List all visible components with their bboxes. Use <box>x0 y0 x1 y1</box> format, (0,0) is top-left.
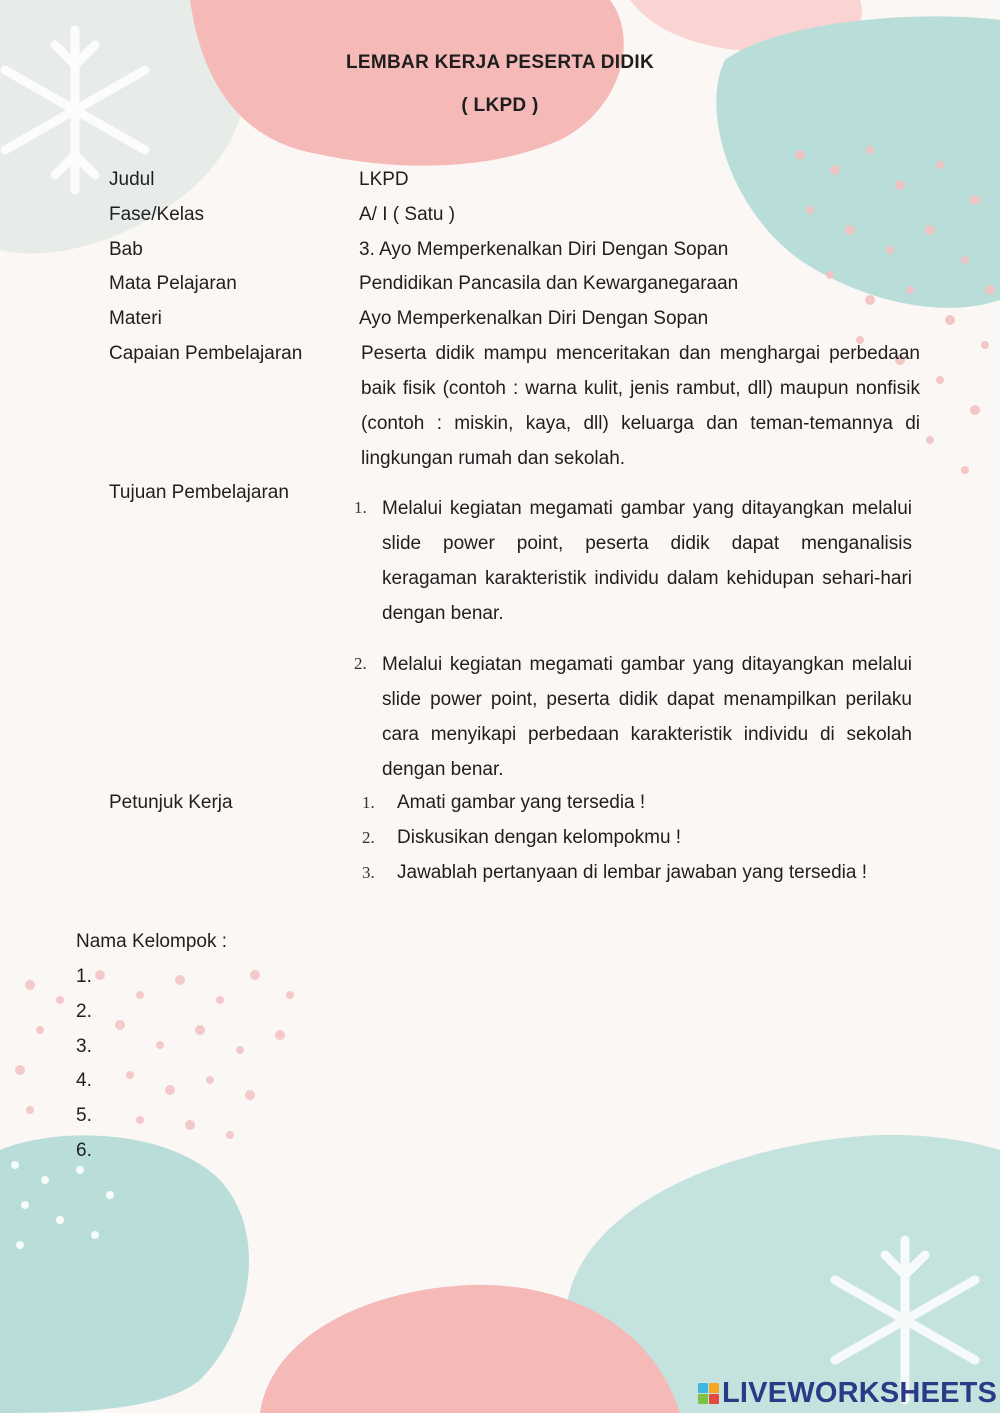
materi-value: Ayo Memperkenalkan Diri Dengan Sopan <box>359 308 709 329</box>
group-slot: 4. <box>76 1070 92 1091</box>
tujuan-number: 2. <box>354 654 367 673</box>
judul-label: Judul <box>109 169 155 190</box>
group-label: Nama Kelompok : <box>76 931 228 952</box>
group-slot: 3. <box>76 1036 92 1057</box>
capaian-value: Peserta didik mampu menceritakan dan menghargai perbedaan baik fisik (contoh : warna kulit, jenis rambut, dll) maupun nonfisik (contoh : miskin, kaya, dll) keluarga dan teman-temannya di lingkungan rumah dan sekolah. <box>361 343 920 469</box>
tujuan-label: Tujuan Pembelajaran <box>109 482 289 503</box>
judul-value: LKPD <box>359 169 409 190</box>
tujuan-item: Melalui kegiatan megamati gambar yang ditayangkan melalui slide power point, peserta didik dapat menampilkan perilaku cara menyikapi perbedaan karakteristik individu di sekolah dengan benar. <box>382 654 912 780</box>
tujuan-number: 1. <box>354 498 367 517</box>
page-subtitle: ( LKPD ) <box>461 95 539 116</box>
capaian-label: Capaian Pembelajaran <box>109 343 303 364</box>
petunjuk-number: 3. <box>362 863 375 882</box>
brand-logo-icon <box>698 1383 719 1404</box>
petunjuk-label: Petunjuk Kerja <box>109 792 233 813</box>
page-title: LEMBAR KERJA PESERTA DIDIK <box>346 52 654 73</box>
group-slot: 5. <box>76 1105 92 1126</box>
mapel-value: Pendidikan Pancasila dan Kewarganegaraan <box>359 273 739 294</box>
fase-label: Fase/Kelas <box>109 204 205 225</box>
group-slot: 2. <box>76 1001 92 1022</box>
group-slot: 1. <box>76 966 92 987</box>
petunjuk-number: 1. <box>362 793 375 812</box>
bab-value: 3. Ayo Memperkenalkan Diri Dengan Sopan <box>359 239 729 260</box>
petunjuk-item: Amati gambar yang tersedia ! <box>397 792 646 813</box>
tujuan-item: Melalui kegiatan megamati gambar yang ditayangkan melalui slide power point, peserta didik dapat menganalisis keragaman karakteristik individu dalam kehidupan sehari-hari dengan benar. <box>382 498 912 624</box>
bab-label: Bab <box>109 239 143 260</box>
fase-value: A/ I ( Satu ) <box>359 204 456 225</box>
brand-name: LIVEWORKSHEETS <box>722 1376 998 1409</box>
petunjuk-item: Diskusikan dengan kelompokmu ! <box>397 827 682 848</box>
petunjuk-item: Jawablah pertanyaan di lembar jawaban yang tersedia ! <box>397 862 868 883</box>
materi-label: Materi <box>109 308 162 329</box>
mapel-label: Mata Pelajaran <box>109 273 237 294</box>
group-slot: 6. <box>76 1140 92 1161</box>
liveworksheets-logo <box>698 1378 997 1408</box>
petunjuk-number: 2. <box>362 828 375 847</box>
